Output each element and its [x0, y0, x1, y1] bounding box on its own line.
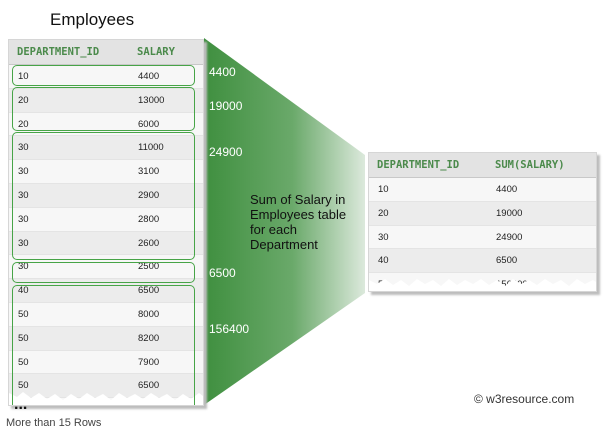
cell-salary: 11000: [138, 142, 164, 154]
cell-department-id: 50: [18, 380, 29, 392]
employees-title: Employees: [50, 10, 135, 29]
table-row: [369, 226, 596, 250]
cell-sum-salary: 4400: [496, 184, 518, 195]
cell-salary: 8000: [138, 308, 160, 320]
cell-department-id: 30: [18, 237, 29, 249]
group-dept-10: [12, 65, 195, 86]
cell-salary: 8200: [138, 332, 160, 344]
employees-table: [8, 39, 204, 406]
group-dept-30: [12, 132, 195, 260]
cell-department-id: 20: [18, 94, 29, 106]
cell-salary: 6000: [138, 118, 160, 130]
cell-department-id: 20: [378, 207, 389, 219]
watermark: © w3resource.com: [474, 392, 575, 406]
cell-department-id: 30: [18, 189, 29, 201]
table-row: [369, 249, 596, 273]
sum-label-dept-50: 156400: [209, 322, 250, 336]
group-dept-20: [12, 87, 195, 131]
sum-label-dept-40: 6500: [209, 266, 236, 280]
cell-salary: 2900: [138, 189, 160, 201]
cell-salary: 6500: [138, 380, 160, 392]
cell-department-id: 50: [18, 332, 29, 344]
sum-label-dept-10: 4400: [209, 65, 236, 79]
sum-label-dept-20: 19000: [209, 99, 243, 113]
torn-edge: [369, 275, 596, 292]
cell-salary: 2800: [138, 213, 160, 225]
cell-sum-salary: 6500: [496, 255, 518, 267]
cell-salary: 7900: [138, 356, 160, 368]
column-header-department-id: DEPARTMENT_ID: [17, 46, 100, 58]
column-header-sum-salary: SUM(SALARY): [495, 159, 565, 171]
cell-department-id: 20: [18, 118, 29, 130]
cell-department-id: 10: [18, 71, 29, 82]
cell-salary: 6500: [138, 285, 160, 297]
cell-department-id: 30: [18, 166, 29, 178]
cell-department-id: 30: [18, 213, 29, 225]
group-dept-50: [12, 285, 195, 406]
column-header-department-id: DEPARTMENT_ID: [377, 159, 460, 171]
sum-label-dept-30: 24900: [209, 145, 243, 159]
cell-department-id: 50: [18, 356, 29, 368]
ellipsis: ...: [14, 396, 28, 413]
cell-department-id: 30: [18, 142, 29, 154]
cell-department-id: 40: [378, 255, 389, 267]
cell-department-id: 30: [378, 231, 389, 243]
aggregation-description: Sum of Salary in Employees table for each Department: [250, 192, 347, 252]
cell-salary: 13000: [138, 94, 165, 106]
result-table-header: [369, 153, 596, 178]
employees-table-header: [9, 40, 203, 65]
table-row: [369, 178, 596, 202]
cell-department-id: 50: [18, 308, 29, 320]
result-table: [368, 152, 597, 292]
cell-salary: 3100: [138, 166, 160, 178]
cell-salary: 2600: [138, 237, 160, 249]
table-row: [369, 202, 596, 226]
cell-department-id: 10: [378, 184, 389, 195]
cell-sum-salary: 19000: [496, 207, 523, 219]
more-rows-note: More than 15 Rows: [6, 417, 102, 429]
cell-department-id: 40: [18, 285, 29, 297]
cell-salary: 4400: [138, 71, 160, 82]
group-dept-40: [12, 262, 195, 283]
cell-sum-salary: 24900: [496, 231, 523, 243]
cell-department-id: 30: [18, 261, 29, 273]
column-header-salary: SALARY: [137, 46, 175, 58]
cell-salary: 2500: [138, 261, 160, 273]
